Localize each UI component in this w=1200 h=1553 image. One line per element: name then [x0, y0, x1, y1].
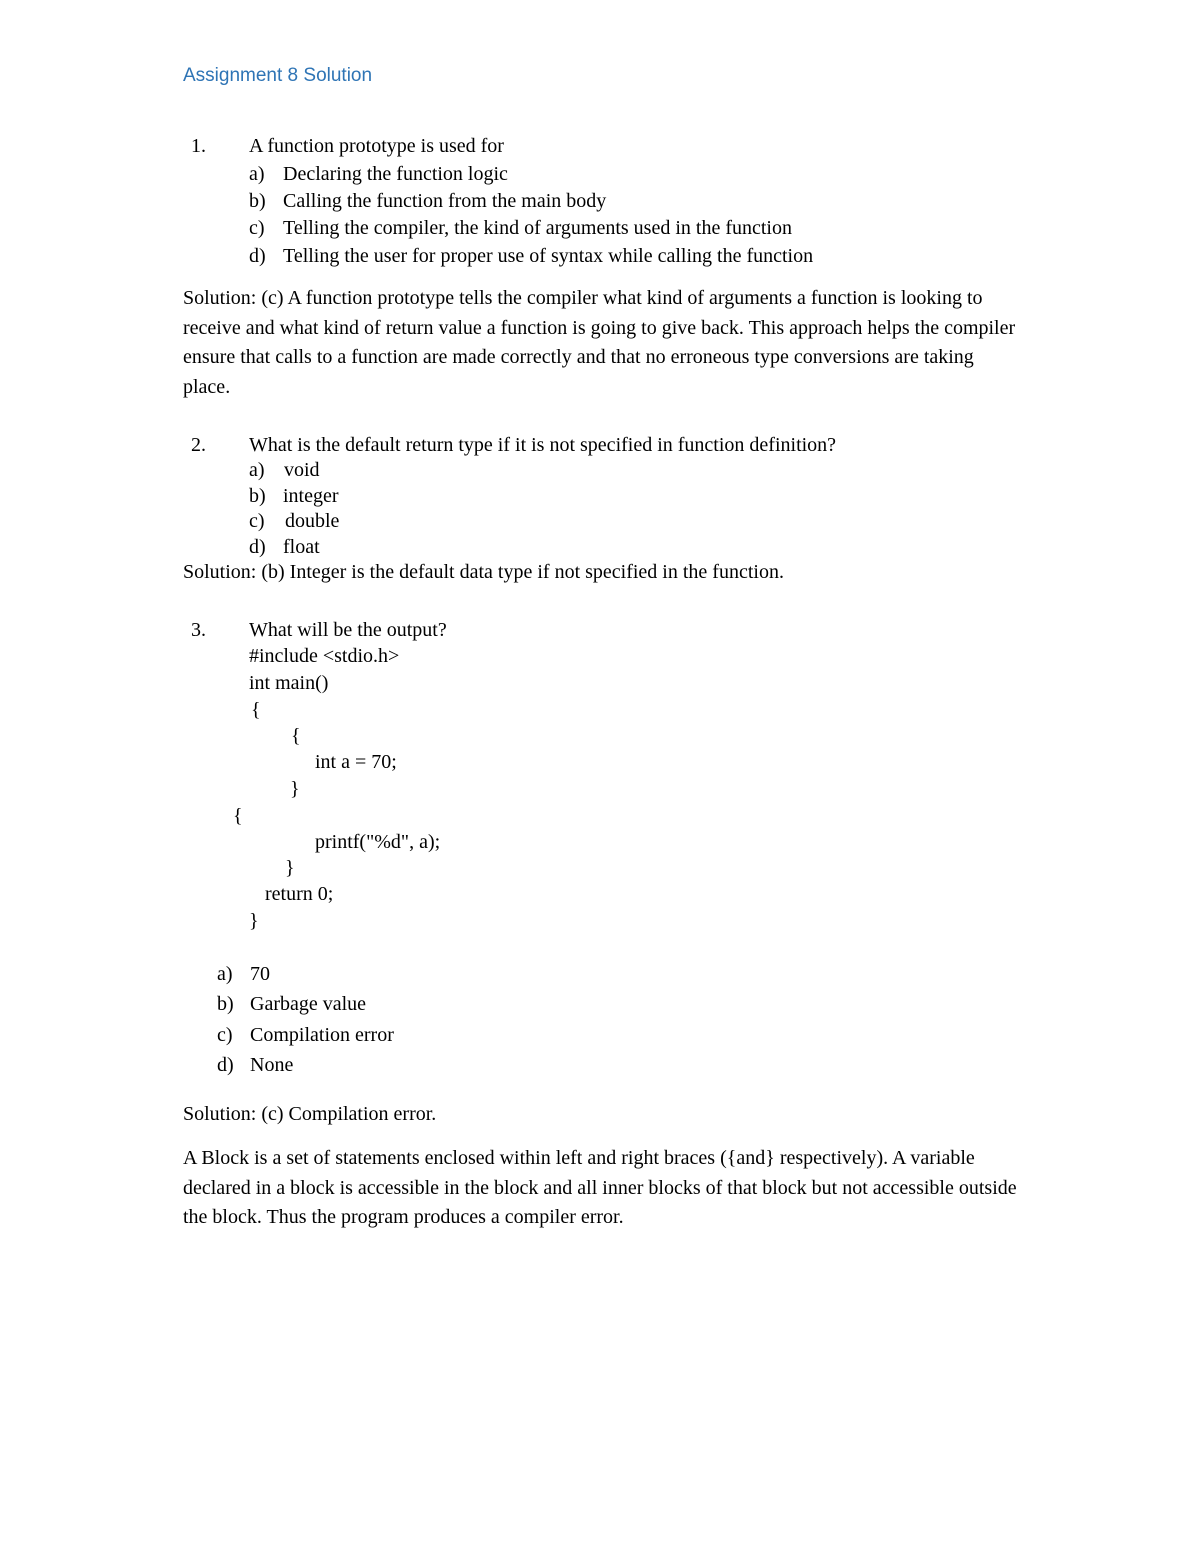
q3-option-b-letter: b): [217, 993, 234, 1015]
q2-option-a-letter: a): [249, 459, 265, 481]
q1-option-b-letter: b): [249, 190, 266, 212]
q3-code-line: return 0;: [265, 883, 334, 905]
q1-option-c-letter: c): [249, 217, 265, 239]
q1-number: 1.: [191, 135, 206, 157]
q3-code-line: int a = 70;: [315, 751, 397, 773]
q3-code-line: int main(): [249, 672, 329, 694]
q3-code-line: printf("%d", a);: [315, 831, 441, 853]
q3-code-line: {: [251, 699, 261, 721]
q3-option-a-text: 70: [250, 963, 270, 985]
q2-option-a-text: void: [284, 459, 320, 481]
q1-option-a-text: Declaring the function logic: [283, 163, 508, 185]
q2-option-d-text: float: [283, 536, 320, 558]
q3-option-a-letter: a): [217, 963, 233, 985]
q1-solution: Solution: (c) A function prototype tells the compiler what kind of arguments a function is looking to receive and what kind of return value a function is going to give back. This approach helps the compiler ensure that calls to a function are made correctly and that no erroneous type conversions are taking place.: [183, 287, 1016, 398]
q1-question: A function prototype is used for: [249, 135, 504, 157]
q3-code-line: #include <stdio.h>: [249, 645, 400, 667]
q1-option-b-text: Calling the function from the main body: [283, 190, 607, 212]
document-title: Assignment 8 Solution: [183, 65, 373, 86]
q3-number: 3.: [191, 619, 206, 641]
q3-code-line: }: [285, 857, 295, 879]
q3-option-c-text: Compilation error: [250, 1024, 394, 1046]
q3-code-line: }: [249, 910, 259, 932]
q3-option-d-text: None: [250, 1054, 294, 1076]
q1-option-d-text: Telling the user for proper use of syntax while calling the function: [283, 245, 814, 267]
q2-question: What is the default return type if it is not specified in function definition?: [249, 434, 837, 456]
q1-option-d-letter: d): [249, 245, 266, 267]
q1-option-a-letter: a): [249, 163, 265, 185]
q3-question: What will be the output?: [249, 619, 447, 641]
q3-code-line: {: [233, 805, 243, 827]
q1-option-c-text: Telling the compiler, the kind of arguments used in the function: [283, 217, 792, 239]
q3-explanation: A Block is a set of statements enclosed within left and right braces ({and} respectively). A variable declared in a block is accessible in the block and all inner blocks of that block but not accessible outside the block. Thus the program produces a compiler error.: [183, 1147, 1017, 1228]
q2-option-d-letter: d): [249, 536, 266, 558]
q3-option-c-letter: c): [217, 1024, 233, 1046]
q2-number: 2.: [191, 434, 206, 456]
q2-option-c-letter: c): [249, 510, 265, 532]
q2-option-c-text: double: [285, 510, 340, 532]
q2-solution: Solution: (b) Integer is the default data type if not specified in the function.: [183, 561, 784, 583]
q2-option-b-text: integer: [283, 485, 339, 507]
q3-option-d-letter: d): [217, 1054, 234, 1076]
q3-code-line: {: [291, 725, 301, 747]
q2-option-b-letter: b): [249, 485, 266, 507]
q3-code-line: }: [290, 778, 300, 800]
q3-option-b-text: Garbage value: [250, 993, 367, 1015]
q3-solution: Solution: (c) Compilation error.: [183, 1103, 437, 1125]
